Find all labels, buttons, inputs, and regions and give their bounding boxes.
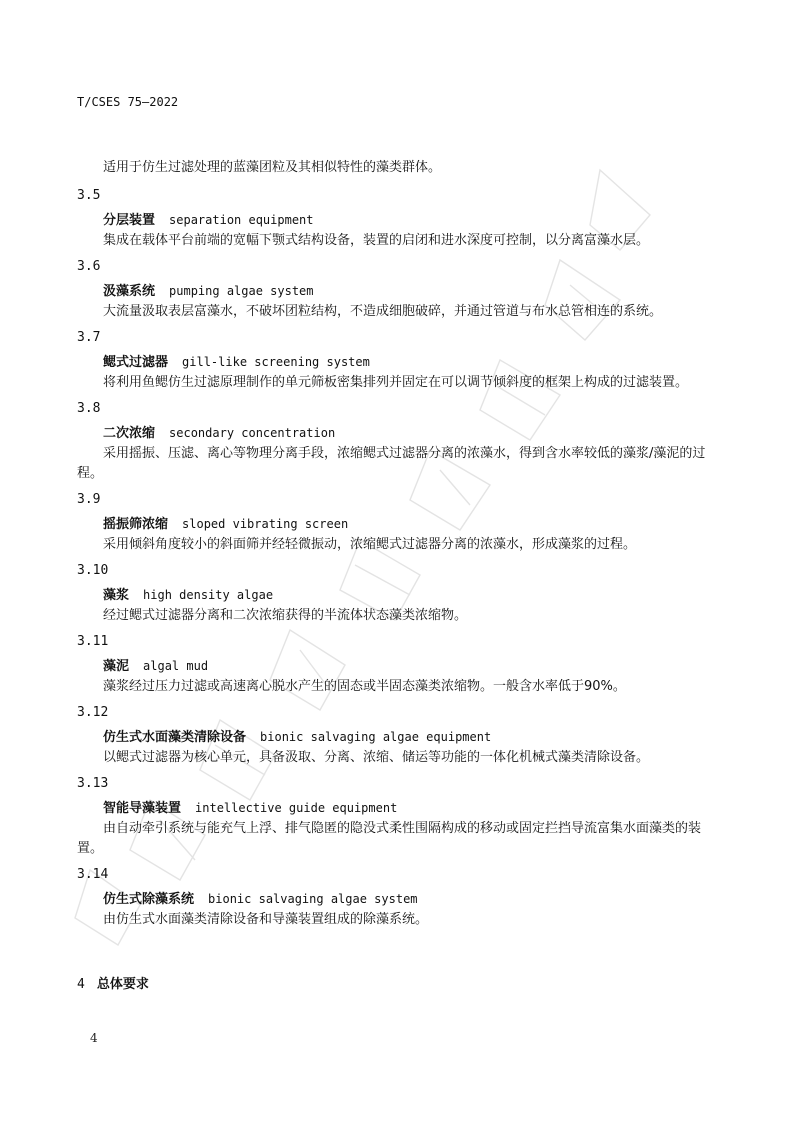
term-entry — [77, 186, 707, 251]
term-number: 3.13 — [77, 776, 109, 791]
term-english: algal mud — [143, 659, 209, 673]
term-chinese: 智能导藻装置 — [103, 801, 182, 816]
term-chinese: 藻浆 — [103, 588, 130, 603]
term-number: 3.11 — [77, 634, 109, 649]
term-english: separation equipment — [169, 213, 314, 227]
term-entry — [77, 490, 707, 555]
term-number: 3.12 — [77, 705, 109, 720]
term-number: 3.14 — [77, 867, 109, 882]
term-english: high density algae — [143, 588, 274, 602]
term-definition: 将利用鱼鳃仿生过滤原理制作的单元筛板密集排列并固定在可以调节倾斜度的框架上构成的过滤装置。 — [103, 375, 689, 390]
term-definition: 采用摇振、压滤、离心等物理分离手段，浓缩鳃式过滤器分离的浓藻水，得到含水率较低的藻浆/藻泥的过程。 — [77, 446, 706, 481]
term-heading — [77, 798, 707, 819]
term-chinese: 摇振筛浓缩 — [103, 517, 169, 532]
term-heading — [77, 423, 707, 444]
term-number: 3.6 — [77, 259, 101, 274]
term-entry — [77, 865, 707, 930]
term-definition: 由自动牵引系统与能充气上浮、排气隐匿的隐没式柔性围隔构成的移动或固定拦挡导流富集水面藻类的装置。 — [77, 821, 702, 856]
term-entry — [77, 257, 707, 322]
term-entry — [77, 561, 707, 626]
term-heading — [77, 656, 707, 677]
section-number: 4 — [77, 977, 85, 992]
term-definition: 经过鳃式过滤器分离和二次浓缩获得的半流体状态藻类浓缩物。 — [103, 608, 468, 623]
term-chinese: 仿生式除藻系统 — [103, 892, 195, 907]
term-heading — [77, 514, 707, 535]
term-entry — [77, 632, 707, 697]
section-heading — [77, 973, 149, 992]
term-heading — [77, 352, 707, 373]
term-english: intellective guide equipment — [195, 801, 398, 815]
term-definition: 集成在载体平台前端的宽幅下颚式结构设备，装置的启闭和进水深度可控制，以分离富藻水层。 — [103, 233, 650, 248]
terms-content — [77, 158, 707, 936]
term-number: 3.7 — [77, 330, 101, 345]
section-title: 总体要求 — [96, 977, 149, 992]
term-chinese: 二次浓缩 — [103, 426, 156, 441]
term-chinese: 仿生式水面藻类清除设备 — [103, 730, 247, 745]
term-english: sloped vibrating screen — [182, 517, 349, 531]
term-english: pumping algae system — [169, 284, 314, 298]
term-heading — [77, 889, 707, 910]
page-number: 4 — [90, 1031, 98, 1045]
intro-paragraph: 适用于仿生过滤处理的蓝藻团粒及其相似特性的藻类群体。 — [103, 160, 442, 175]
term-entry — [77, 703, 707, 768]
term-number: 3.9 — [77, 492, 101, 507]
term-english: secondary concentration — [169, 426, 336, 440]
term-definition: 藻浆经过压力过滤或高速离心脱水产生的固态或半固态藻类浓缩物。一般含水率低于90%。 — [103, 679, 626, 694]
term-heading — [77, 210, 707, 231]
term-entry — [77, 774, 707, 859]
term-number: 3.5 — [77, 188, 101, 203]
term-definition: 大流量汲取表层富藻水，不破坏团粒结构，不造成细胞破碎，并通过管道与布水总管相连的系统。 — [103, 304, 663, 319]
term-english: bionic salvaging algae system — [208, 892, 418, 906]
term-heading — [77, 727, 707, 748]
term-chinese: 藻泥 — [103, 659, 130, 674]
document-id-header: T/CSES 75—2022 — [77, 95, 179, 109]
term-chinese: 鳃式过滤器 — [103, 355, 169, 370]
term-number: 3.10 — [77, 563, 109, 578]
term-definition: 以鳃式过滤器为核心单元，具备汲取、分离、浓缩、储运等功能的一体化机械式藻类清除设备。 — [103, 750, 650, 765]
term-heading — [77, 585, 707, 606]
term-definition: 采用倾斜角度较小的斜面筛并经轻微振动，浓缩鳃式过滤器分离的浓藻水，形成藻浆的过程。 — [103, 537, 637, 552]
term-definition: 由仿生式水面藻类清除设备和导藻装置组成的除藻系统。 — [103, 912, 429, 927]
term-number: 3.8 — [77, 401, 101, 416]
term-entry — [77, 399, 707, 484]
term-english: gill-like screening system — [182, 355, 370, 369]
term-chinese: 汲藻系统 — [103, 284, 156, 299]
term-chinese: 分层装置 — [103, 213, 156, 228]
term-heading — [77, 281, 707, 302]
term-english: bionic salvaging algae equipment — [260, 730, 492, 744]
term-entry — [77, 328, 707, 393]
